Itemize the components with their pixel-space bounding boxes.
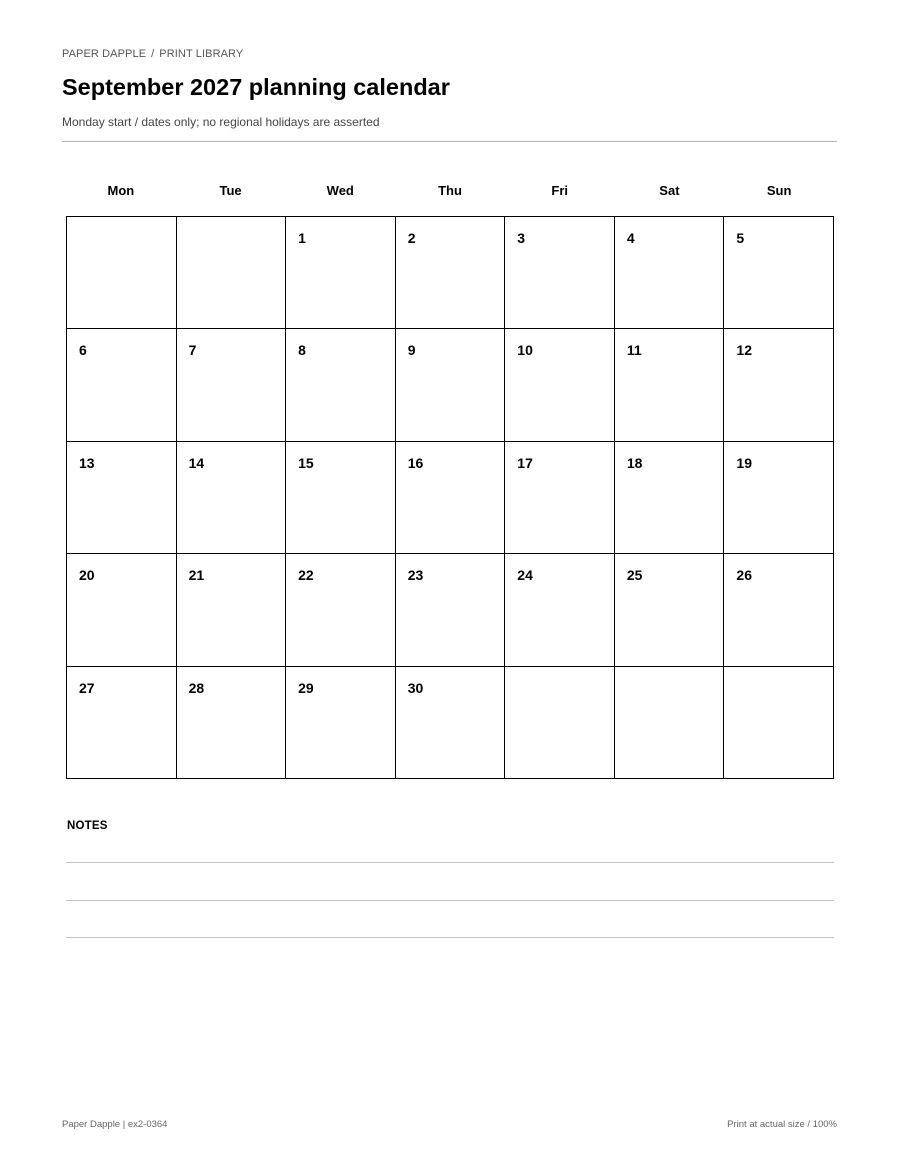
day-number: 10: [517, 342, 533, 359]
weekday-sun: Sun: [766, 183, 792, 198]
page-subtitle: Monday start / dates only; no regional holidays are asserted: [62, 115, 380, 129]
day-cell: [286, 667, 396, 779]
day-number: 22: [298, 567, 314, 584]
day-cell: [505, 217, 615, 329]
notes-line: [66, 900, 834, 901]
day-cell: [286, 554, 396, 666]
day-cell: [67, 442, 177, 554]
weekday-thu: Thu: [438, 183, 462, 198]
day-number: 11: [626, 342, 642, 359]
day-cell: [396, 667, 506, 779]
day-number: 12: [736, 342, 752, 359]
day-cell: [724, 554, 834, 666]
day-cell: [724, 442, 834, 554]
day-cell: [724, 217, 834, 329]
day-cell: [286, 329, 396, 441]
day-number: 30: [407, 679, 424, 696]
day-number: 13: [79, 454, 95, 471]
day-number: 16: [407, 454, 424, 471]
day-cell: [177, 667, 287, 779]
day-cell: [615, 217, 725, 329]
day-number: 20: [79, 567, 95, 584]
day-number: 18: [626, 454, 643, 471]
weekday-sat: Sat: [659, 183, 680, 198]
day-number: 21: [188, 567, 205, 584]
day-cell: [67, 329, 177, 441]
day-number: 14: [188, 454, 205, 471]
day-number: 8: [298, 342, 306, 359]
day-cell: [177, 329, 287, 441]
day-cell: [286, 442, 396, 554]
day-cell: [505, 442, 615, 554]
day-number: 2: [407, 230, 416, 246]
breadcrumb: [62, 48, 243, 60]
day-number: 26: [736, 567, 752, 584]
day-cell: [396, 554, 506, 666]
notes-line: [66, 937, 834, 938]
day-number: 24: [517, 567, 533, 584]
calendar-grid: [66, 216, 834, 779]
day-number: 27: [79, 679, 95, 696]
day-number: 6: [79, 342, 87, 359]
weekday-header-row: [66, 183, 834, 198]
day-number: 9: [407, 342, 416, 359]
day-number: 15: [298, 454, 314, 471]
day-cell: [615, 329, 725, 441]
day-cell: [396, 329, 506, 441]
day-cell: [396, 217, 506, 329]
weekday-fri: Fri: [551, 183, 569, 198]
day-cell: [396, 442, 506, 554]
page-title: September 2027 planning calendar: [62, 74, 450, 100]
day-number: 28: [188, 679, 205, 696]
empty-day-cell: [67, 217, 177, 329]
empty-day-cell: [177, 217, 287, 329]
day-cell: [67, 554, 177, 666]
day-cell: [177, 554, 287, 666]
day-number: 19: [736, 454, 752, 471]
day-number: 5: [736, 230, 745, 246]
day-number: 1: [298, 230, 306, 246]
day-number: 7: [188, 342, 197, 359]
empty-day-cell: [615, 667, 725, 779]
day-cell: [505, 329, 615, 441]
day-number: 23: [407, 567, 424, 584]
weekday-tue: Tue: [219, 183, 242, 198]
day-cell: [615, 554, 725, 666]
day-cell: [505, 554, 615, 666]
day-cell: [67, 667, 177, 779]
notes-heading: NOTES: [67, 820, 108, 832]
day-cell: [615, 442, 725, 554]
footer-document-id: Paper Dapple | ex2-0364: [62, 1119, 168, 1130]
empty-day-cell: [505, 667, 615, 779]
day-number: 25: [626, 567, 643, 584]
empty-day-cell: [724, 667, 834, 779]
weekday-mon: Mon: [107, 183, 135, 198]
day-cell: [286, 217, 396, 329]
breadcrumb-section: PRINT LIBRARY: [159, 48, 244, 60]
day-cell: [177, 442, 287, 554]
day-number: 29: [298, 679, 314, 696]
day-number: 4: [626, 230, 635, 246]
day-number: 17: [517, 454, 533, 471]
header-divider: [62, 141, 837, 142]
weekday-wed: Wed: [326, 183, 354, 198]
day-cell: [724, 329, 834, 441]
day-number: 3: [517, 230, 526, 246]
breadcrumb-brand: PAPER DAPPLE: [62, 48, 147, 60]
breadcrumb-separator: /: [151, 48, 155, 60]
footer-print-note: Print at actual size / 100%: [727, 1119, 837, 1130]
notes-line: [66, 862, 834, 863]
